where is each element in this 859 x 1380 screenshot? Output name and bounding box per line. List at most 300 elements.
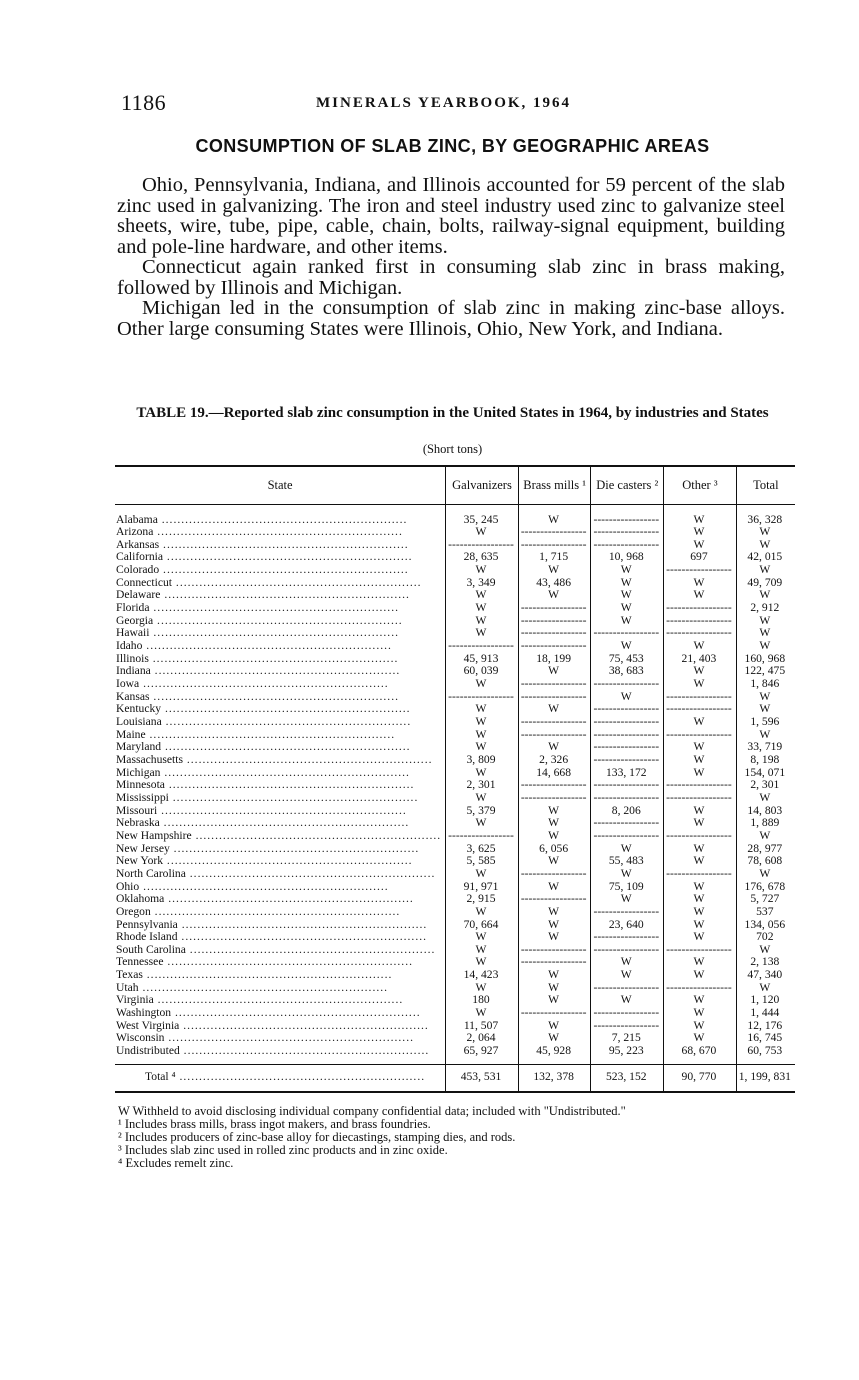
value-cell: 95, 223 <box>591 1045 664 1064</box>
value-cell: 2, 064 <box>446 1032 519 1045</box>
value-cell: 8, 206 <box>591 805 664 818</box>
value-cell: 78, 608 <box>736 855 795 868</box>
value-cell: ----------------- <box>591 754 664 767</box>
value-cell: 18, 199 <box>518 653 591 666</box>
table-row <box>115 906 795 919</box>
value-cell: 2, 915 <box>446 893 519 906</box>
value-cell: ----------------- <box>591 526 664 539</box>
footnotes <box>118 1105 788 1170</box>
value-cell: W <box>591 640 664 653</box>
value-cell: W <box>446 615 519 628</box>
value-cell: W <box>446 906 519 919</box>
value-cell: 2, 301 <box>736 779 795 792</box>
state-cell: Colorado ..... <box>115 564 446 577</box>
column-header: Galvanizers <box>446 466 519 504</box>
value-cell: W <box>664 931 737 944</box>
value-cell: 45, 928 <box>518 1045 591 1064</box>
value-cell: 38, 683 <box>591 665 664 678</box>
value-cell: W <box>446 931 519 944</box>
value-cell: W <box>736 703 795 716</box>
total-value: 90, 770 <box>664 1064 737 1092</box>
state-cell: Ohio ..... <box>115 881 446 894</box>
value-cell: W <box>664 504 737 526</box>
value-cell: 75, 453 <box>591 653 664 666</box>
value-cell: W <box>736 627 795 640</box>
value-cell: 2, 912 <box>736 602 795 615</box>
consumption-table <box>115 465 795 1093</box>
value-cell: W <box>736 868 795 881</box>
value-cell: W <box>446 526 519 539</box>
value-cell: 3, 349 <box>446 577 519 590</box>
value-cell: 122, 475 <box>736 665 795 678</box>
value-cell: W <box>446 716 519 729</box>
value-cell: W <box>518 741 591 754</box>
state-cell: Rhode Island ..... <box>115 931 446 944</box>
value-cell: ----------------- <box>591 906 664 919</box>
state-cell: Iowa ..... <box>115 678 446 691</box>
value-cell: W <box>591 602 664 615</box>
value-cell: ----------------- <box>664 615 737 628</box>
value-cell: W <box>446 729 519 742</box>
value-cell: ----------------- <box>664 792 737 805</box>
total-label: Total ⁴ ..... <box>115 1064 446 1092</box>
column-header: Total <box>736 466 795 504</box>
value-cell: W <box>664 526 737 539</box>
value-cell: W <box>664 716 737 729</box>
value-cell: ----------------- <box>446 830 519 843</box>
value-cell: 35, 245 <box>446 504 519 526</box>
value-cell: W <box>518 817 591 830</box>
paragraph-1: Ohio, Pennsylvania, Indiana, and Illinois accounted for 59 percent of the slab zinc used in galvanizing. The iron and steel industry used zinc to galvanize steel sheets, wire, tube, pipe, cable, chain, bolts, railway-signal equipment, building and pole-line hardware, and other items. <box>117 174 785 258</box>
table-row <box>115 855 795 868</box>
value-cell: 180 <box>446 994 519 1007</box>
value-cell: ----------------- <box>664 779 737 792</box>
value-cell: W <box>446 602 519 615</box>
table-row <box>115 564 795 577</box>
total-row <box>115 1064 795 1092</box>
value-cell: ----------------- <box>664 982 737 995</box>
value-cell: 68, 670 <box>664 1045 737 1064</box>
value-cell: 55, 483 <box>591 855 664 868</box>
value-cell: W <box>518 982 591 995</box>
value-cell: W <box>664 805 737 818</box>
value-cell: 1, 889 <box>736 817 795 830</box>
value-cell: 3, 809 <box>446 754 519 767</box>
value-cell: 2, 326 <box>518 754 591 767</box>
footnote-1: ¹ Includes brass mills, brass ingot makers, and brass foundries. <box>118 1117 431 1131</box>
value-cell: ----------------- <box>591 627 664 640</box>
value-cell: ----------------- <box>664 830 737 843</box>
value-cell: W <box>664 881 737 894</box>
value-cell: ----------------- <box>591 539 664 552</box>
value-cell: 3, 625 <box>446 843 519 856</box>
value-cell: 702 <box>736 931 795 944</box>
value-cell: ----------------- <box>518 893 591 906</box>
table-row <box>115 1045 795 1064</box>
state-cell: Kansas ..... <box>115 691 446 704</box>
value-cell: W <box>518 504 591 526</box>
footnote-4: ⁴ Excludes remelt zinc. <box>118 1156 234 1170</box>
value-cell: ----------------- <box>591 729 664 742</box>
value-cell: 49, 709 <box>736 577 795 590</box>
state-cell: Texas ..... <box>115 969 446 982</box>
value-cell: W <box>518 881 591 894</box>
value-cell: W <box>736 615 795 628</box>
value-cell: 5, 585 <box>446 855 519 868</box>
value-cell: ----------------- <box>664 564 737 577</box>
value-cell: W <box>664 754 737 767</box>
value-cell: ----------------- <box>518 868 591 881</box>
value-cell: ----------------- <box>518 602 591 615</box>
state-cell: Wisconsin ..... <box>115 1032 446 1045</box>
value-cell: W <box>518 703 591 716</box>
total-value: 1, 199, 831 <box>736 1064 795 1092</box>
value-cell: 134, 056 <box>736 919 795 932</box>
value-cell: W <box>518 931 591 944</box>
value-cell: ----------------- <box>446 640 519 653</box>
column-header: Other ³ <box>664 466 737 504</box>
value-cell: W <box>591 956 664 969</box>
value-cell: ----------------- <box>591 741 664 754</box>
state-cell: California ..... <box>115 551 446 564</box>
value-cell: W <box>518 564 591 577</box>
value-cell: ----------------- <box>664 691 737 704</box>
value-cell: 11, 507 <box>446 1020 519 1033</box>
value-cell: 697 <box>664 551 737 564</box>
value-cell: 537 <box>736 906 795 919</box>
value-cell: ----------------- <box>591 931 664 944</box>
value-cell: 21, 403 <box>664 653 737 666</box>
value-cell: W <box>591 994 664 1007</box>
value-cell: 160, 968 <box>736 653 795 666</box>
state-cell: Maine ..... <box>115 729 446 742</box>
value-cell: W <box>518 830 591 843</box>
footnote-2: ² Includes producers of zinc-base alloy for diecastings, stamping dies, and rods. <box>118 1130 516 1144</box>
value-cell: W <box>664 1020 737 1033</box>
value-cell: W <box>664 741 737 754</box>
state-cell: Illinois ..... <box>115 653 446 666</box>
table-row <box>115 792 795 805</box>
value-cell: ----------------- <box>591 1020 664 1033</box>
value-cell: W <box>664 956 737 969</box>
value-cell: W <box>446 956 519 969</box>
state-cell: Minnesota ..... <box>115 779 446 792</box>
value-cell: W <box>664 817 737 830</box>
value-cell: 5, 727 <box>736 893 795 906</box>
value-cell: 176, 678 <box>736 881 795 894</box>
state-cell: Florida ..... <box>115 602 446 615</box>
value-cell: W <box>664 678 737 691</box>
page-number: 1186 <box>121 90 167 115</box>
value-cell: W <box>664 589 737 602</box>
value-cell: ----------------- <box>591 1007 664 1020</box>
state-cell: Nebraska ..... <box>115 817 446 830</box>
table-row <box>115 602 795 615</box>
value-cell: W <box>736 944 795 957</box>
value-cell: 65, 927 <box>446 1045 519 1064</box>
state-cell: Idaho ..... <box>115 640 446 653</box>
value-cell: W <box>518 589 591 602</box>
value-cell: W <box>664 969 737 982</box>
value-cell: 33, 719 <box>736 741 795 754</box>
state-cell: Indiana ..... <box>115 665 446 678</box>
value-cell: ----------------- <box>591 716 664 729</box>
value-cell: W <box>736 589 795 602</box>
value-cell: W <box>736 526 795 539</box>
value-cell: W <box>446 703 519 716</box>
value-cell: 1, 846 <box>736 678 795 691</box>
value-cell: 10, 968 <box>591 551 664 564</box>
value-cell: ----------------- <box>591 982 664 995</box>
state-cell: New York ..... <box>115 855 446 868</box>
table-header-row <box>115 466 795 504</box>
table-row <box>115 893 795 906</box>
state-cell: Alabama ..... <box>115 504 446 526</box>
value-cell: ----------------- <box>518 1007 591 1020</box>
value-cell: W <box>664 1007 737 1020</box>
value-cell: 1, 120 <box>736 994 795 1007</box>
paragraph-2: Connecticut again ranked first in consuming slab zinc in brass making, followed by Illinois and Michigan. <box>117 256 785 299</box>
value-cell: W <box>591 843 664 856</box>
value-cell: 133, 172 <box>591 767 664 780</box>
value-cell: 23, 640 <box>591 919 664 932</box>
state-cell: Tennessee ..... <box>115 956 446 969</box>
value-cell: W <box>736 640 795 653</box>
value-cell: W <box>736 691 795 704</box>
value-cell: W <box>518 665 591 678</box>
state-cell: Connecticut ..... <box>115 577 446 590</box>
value-cell: ----------------- <box>591 779 664 792</box>
value-cell: 1, 715 <box>518 551 591 564</box>
table-row <box>115 716 795 729</box>
value-cell: W <box>446 741 519 754</box>
state-cell: New Jersey ..... <box>115 843 446 856</box>
value-cell: W <box>518 906 591 919</box>
value-cell: W <box>446 564 519 577</box>
table-unit: (Short tons) <box>422 442 483 456</box>
value-cell: W <box>518 1032 591 1045</box>
state-cell: Kentucky ..... <box>115 703 446 716</box>
table-row <box>115 969 795 982</box>
value-cell: 5, 379 <box>446 805 519 818</box>
value-cell: ----------------- <box>664 703 737 716</box>
value-cell: ----------------- <box>518 526 591 539</box>
value-cell: ----------------- <box>591 792 664 805</box>
footnote-3: ³ Includes slab zinc used in rolled zinc products and in zinc oxide. <box>118 1143 448 1157</box>
state-cell: Hawaii ..... <box>115 627 446 640</box>
table-row <box>115 817 795 830</box>
value-cell: ----------------- <box>518 792 591 805</box>
state-cell: Oregon ..... <box>115 906 446 919</box>
value-cell: ----------------- <box>591 703 664 716</box>
value-cell: 16, 745 <box>736 1032 795 1045</box>
value-cell: ----------------- <box>518 691 591 704</box>
value-cell: ----------------- <box>446 539 519 552</box>
section-title: CONSUMPTION OF SLAB ZINC, BY GEOGRAPHIC AREAS <box>195 136 710 156</box>
value-cell: W <box>664 919 737 932</box>
state-cell: New Hampshire ..... <box>115 830 446 843</box>
value-cell: W <box>664 906 737 919</box>
value-cell: 28, 635 <box>446 551 519 564</box>
value-cell: W <box>736 830 795 843</box>
value-cell: 6, 056 <box>518 843 591 856</box>
value-cell: 43, 486 <box>518 577 591 590</box>
value-cell: W <box>664 1032 737 1045</box>
value-cell: 154, 071 <box>736 767 795 780</box>
state-cell: Mississippi ..... <box>115 792 446 805</box>
value-cell: ----------------- <box>518 678 591 691</box>
value-cell: W <box>664 994 737 1007</box>
value-cell: ----------------- <box>518 539 591 552</box>
value-cell: 42, 015 <box>736 551 795 564</box>
value-cell: ----------------- <box>664 868 737 881</box>
value-cell: ----------------- <box>518 729 591 742</box>
value-cell: ----------------- <box>518 956 591 969</box>
value-cell: 1, 596 <box>736 716 795 729</box>
value-cell: ----------------- <box>591 678 664 691</box>
table-row <box>115 678 795 691</box>
value-cell: W <box>664 893 737 906</box>
value-cell: 8, 198 <box>736 754 795 767</box>
value-cell: ----------------- <box>518 779 591 792</box>
value-cell: W <box>664 577 737 590</box>
value-cell: W <box>736 982 795 995</box>
value-cell: 2, 301 <box>446 779 519 792</box>
value-cell: ----------------- <box>664 729 737 742</box>
value-cell: 60, 039 <box>446 665 519 678</box>
value-cell: W <box>446 1007 519 1020</box>
value-cell: W <box>518 805 591 818</box>
value-cell: ----------------- <box>518 615 591 628</box>
table-row <box>115 931 795 944</box>
value-cell: 28, 977 <box>736 843 795 856</box>
value-cell: ----------------- <box>518 716 591 729</box>
value-cell: W <box>591 691 664 704</box>
value-cell: W <box>664 640 737 653</box>
value-cell: ----------------- <box>591 817 664 830</box>
body-text <box>117 175 785 339</box>
state-cell: Maryland ..... <box>115 741 446 754</box>
state-cell: Undistributed ..... <box>115 1045 446 1064</box>
value-cell: W <box>736 792 795 805</box>
value-cell: 14, 423 <box>446 969 519 982</box>
value-cell: 47, 340 <box>736 969 795 982</box>
value-cell: W <box>446 767 519 780</box>
value-cell: W <box>446 944 519 957</box>
table-title: TABLE 19.—Reported slab zinc consumption in the United States in 1964, by industries and States <box>136 405 769 421</box>
state-cell: West Virginia ..... <box>115 1020 446 1033</box>
value-cell: W <box>736 564 795 577</box>
state-cell: Michigan ..... <box>115 767 446 780</box>
value-cell: 70, 664 <box>446 919 519 932</box>
value-cell: 14, 668 <box>518 767 591 780</box>
value-cell: W <box>591 615 664 628</box>
table-row <box>115 526 795 539</box>
value-cell: W <box>591 969 664 982</box>
state-cell: Pennsylvania ..... <box>115 919 446 932</box>
column-header: Brass mills ¹ <box>518 466 591 504</box>
state-cell: Arkansas ..... <box>115 539 446 552</box>
value-cell: ----------------- <box>446 691 519 704</box>
value-cell: ----------------- <box>591 830 664 843</box>
state-cell: Oklahoma ..... <box>115 893 446 906</box>
total-value: 453, 531 <box>446 1064 519 1092</box>
state-cell: Missouri ..... <box>115 805 446 818</box>
column-header: State <box>115 466 446 504</box>
value-cell: W <box>591 577 664 590</box>
state-cell: Louisiana ..... <box>115 716 446 729</box>
value-cell: W <box>518 969 591 982</box>
value-cell: ----------------- <box>518 627 591 640</box>
value-cell: 45, 913 <box>446 653 519 666</box>
state-cell: Virginia ..... <box>115 994 446 1007</box>
state-cell: Washington ..... <box>115 1007 446 1020</box>
value-cell: 7, 215 <box>591 1032 664 1045</box>
value-cell: W <box>664 843 737 856</box>
value-cell: 60, 753 <box>736 1045 795 1064</box>
value-cell: W <box>446 817 519 830</box>
state-cell: Utah ..... <box>115 982 446 995</box>
value-cell: ----------------- <box>518 944 591 957</box>
value-cell: W <box>446 792 519 805</box>
state-cell: Delaware ..... <box>115 589 446 602</box>
value-cell: 75, 109 <box>591 881 664 894</box>
total-value: 523, 152 <box>591 1064 664 1092</box>
value-cell: W <box>446 982 519 995</box>
footnote-w: W Withheld to avoid disclosing individual company confidential data; included with "Undistributed." <box>118 1104 626 1118</box>
total-value: 132, 378 <box>518 1064 591 1092</box>
value-cell: 1, 444 <box>736 1007 795 1020</box>
value-cell: W <box>518 919 591 932</box>
value-cell: W <box>591 564 664 577</box>
value-cell: W <box>518 1020 591 1033</box>
value-cell: ----------------- <box>664 944 737 957</box>
value-cell: W <box>664 767 737 780</box>
value-cell: ----------------- <box>664 602 737 615</box>
table-row <box>115 830 795 843</box>
table-row <box>115 868 795 881</box>
value-cell: W <box>518 855 591 868</box>
value-cell: W <box>591 868 664 881</box>
value-cell: 91, 971 <box>446 881 519 894</box>
table-row <box>115 754 795 767</box>
column-header: Die casters ² <box>591 466 664 504</box>
state-cell: South Carolina ..... <box>115 944 446 957</box>
value-cell: W <box>736 729 795 742</box>
value-cell: 2, 138 <box>736 956 795 969</box>
value-cell: W <box>446 627 519 640</box>
value-cell: ----------------- <box>518 640 591 653</box>
table-row <box>115 1007 795 1020</box>
value-cell: W <box>664 539 737 552</box>
state-cell: Arizona ..... <box>115 526 446 539</box>
state-cell: North Carolina ..... <box>115 868 446 881</box>
value-cell: ----------------- <box>591 504 664 526</box>
value-cell: W <box>664 855 737 868</box>
value-cell: 36, 328 <box>736 504 795 526</box>
value-cell: 12, 176 <box>736 1020 795 1033</box>
state-cell: Massachusetts ..... <box>115 754 446 767</box>
value-cell: W <box>518 994 591 1007</box>
value-cell: ----------------- <box>664 627 737 640</box>
value-cell: W <box>736 539 795 552</box>
value-cell: 14, 803 <box>736 805 795 818</box>
running-head: MINERALS YEARBOOK, 1964 <box>316 95 572 111</box>
value-cell: W <box>591 589 664 602</box>
value-cell: W <box>664 665 737 678</box>
state-cell: Georgia ..... <box>115 615 446 628</box>
value-cell: W <box>591 893 664 906</box>
